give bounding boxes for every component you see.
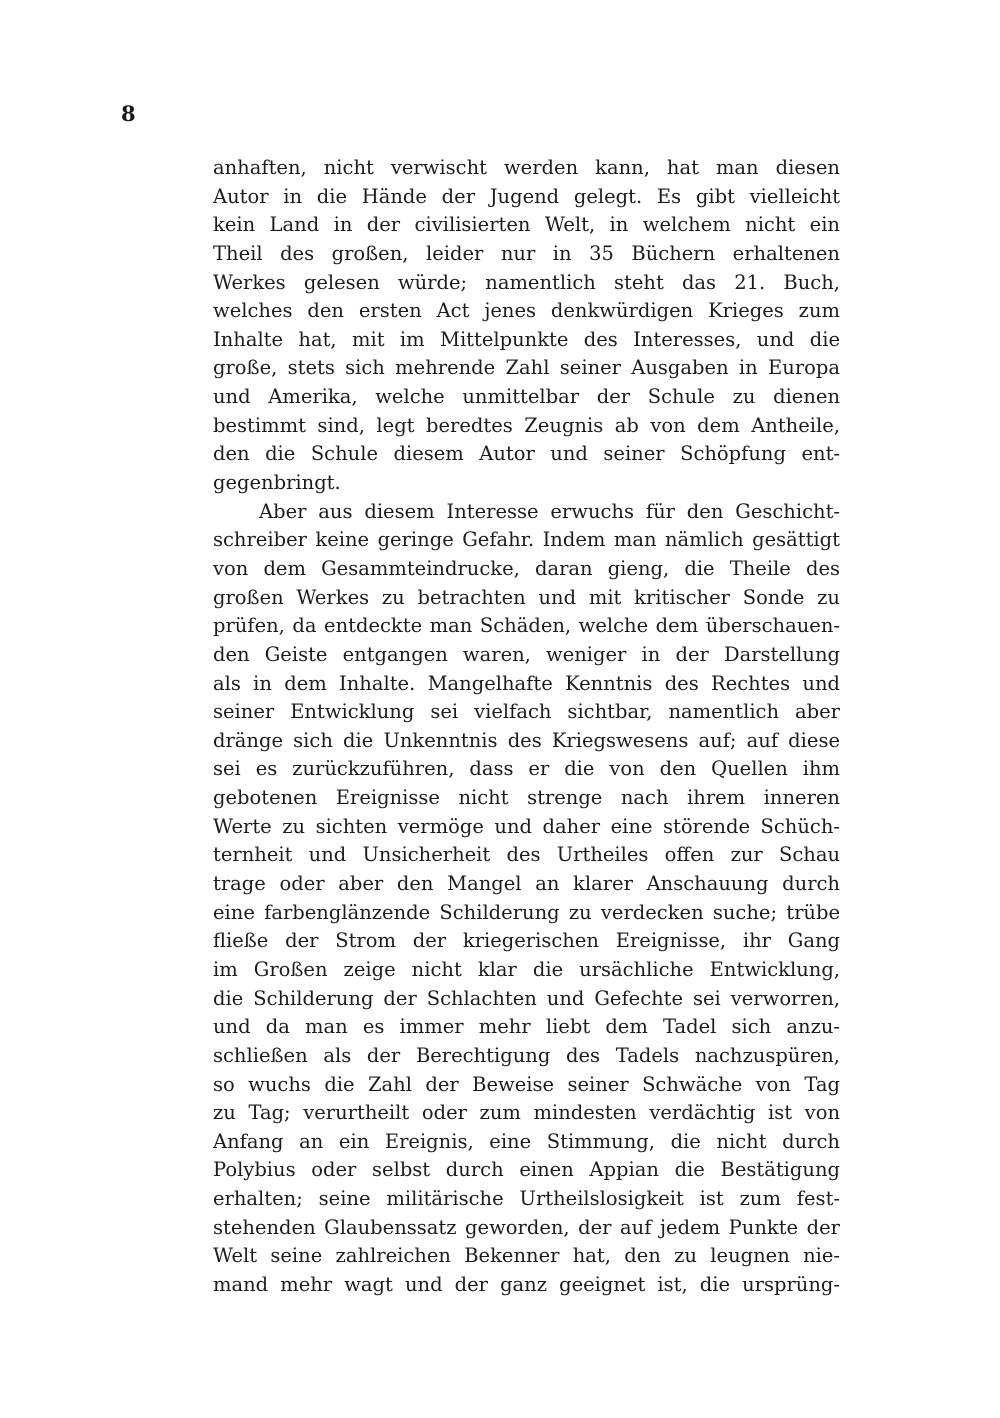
text-line: schließen als der Berechtigung des Tadels nachzuspüren,	[213, 1043, 840, 1067]
text-line: gebotenen Ereignisse nicht strenge nach ihrem inneren	[213, 786, 840, 810]
body-text	[213, 154, 840, 1300]
text-line: Aber aus diesem Interesse erwuchs für den Geschicht-	[259, 499, 840, 523]
text-line: Polybius oder selbst durch einen Appian die Bestätigung	[213, 1158, 840, 1182]
text-line: trage oder aber den Mangel an klarer Anschauung durch	[213, 872, 840, 896]
text-line: anhaften, nicht verwischt werden kann, hat man diesen	[213, 156, 840, 179]
page-number: 8	[121, 101, 136, 126]
text-line: Theil des großen, leider nur in 35 Büchern erhaltenen	[213, 241, 840, 265]
text-line: Welt seine zahlreichen Bekenner hat, den zu leugnen nie-	[213, 1244, 840, 1268]
text-line: Werte zu sichten vermöge und daher eine störende Schüch-	[213, 814, 840, 838]
text-line: gegenbringt.	[213, 471, 341, 495]
text-line: Inhalte hat, mit im Mittelpunkte des Interesses, und die	[213, 327, 840, 351]
text-line: eine farbenglänzende Schilderung zu verdecken suche; trübe	[213, 900, 840, 924]
text-line: seiner Entwicklung sei vielfach sichtbar, namentlich aber	[213, 700, 840, 724]
text-line: den Geiste entgangen waren, weniger in der Darstellung	[213, 642, 840, 666]
text-line: als in dem Inhalte. Mangelhafte Kenntnis des Rechtes und	[213, 671, 840, 695]
text-line: ternheit und Unsicherheit des Urtheiles offen zur Schau	[213, 843, 840, 867]
text-line: großen Werkes zu betrachten und mit kritischer Sonde zu	[213, 585, 840, 609]
text-line: kein Land in der civilisierten Welt, in welchem nicht ein	[213, 213, 840, 237]
text-line: so wuchs die Zahl der Beweise seiner Schwäche von Tag	[213, 1072, 840, 1096]
text-line: die Schilderung der Schlachten und Gefechte sei verworren,	[213, 986, 840, 1010]
text-line: stehenden Glaubenssatz geworden, der auf jedem Punkte der	[213, 1215, 840, 1239]
paragraph-1	[213, 154, 840, 498]
text-line: Anfang an ein Ereignis, eine Stimmung, die nicht durch	[213, 1129, 840, 1153]
text-line: im Großen zeige nicht klar die ursächliche Entwicklung,	[213, 957, 840, 981]
text-line: sei es zurückzuführen, dass er die von den Quellen ihm	[213, 757, 840, 781]
text-line: und Amerika, welche unmittelbar der Schule zu dienen	[213, 385, 840, 409]
text-line: von dem Gesammteindrucke, daran gieng, die Theile des	[213, 556, 840, 580]
text-line: fließe der Strom der kriegerischen Ereignisse, ihr Gang	[213, 929, 840, 953]
text-line: und da man es immer mehr liebt dem Tadel sich anzu-	[213, 1015, 840, 1039]
text-line: Werkes gelesen würde; namentlich steht das 21. Buch,	[213, 270, 840, 294]
text-line: welches den ersten Act jenes denkwürdigen Krieges zum	[213, 299, 840, 323]
text-line: Autor in die Hände der Jugend gelegt. Es gibt vielleicht	[213, 184, 840, 208]
text-line: dränge sich die Unkenntnis des Kriegswesens auf; auf diese	[213, 728, 840, 752]
text-line: mand mehr wagt und der ganz geeignet ist, die ursprüng-	[213, 1272, 840, 1296]
text-line: prüfen, da entdeckte man Schäden, welche dem überschauen-	[213, 614, 840, 638]
text-line: erhalten; seine militärische Urtheilslosigkeit ist zum fest-	[213, 1187, 840, 1211]
text-line: schreiber keine geringe Gefahr. Indem man nämlich gesättigt	[213, 528, 840, 552]
text-line: zu Tag; verurtheilt oder zum mindesten verdächtig ist von	[213, 1101, 840, 1125]
text-line: bestimmt sind, legt beredtes Zeugnis ab von dem Antheile,	[213, 413, 840, 437]
text-line: den die Schule diesem Autor und seiner Schöpfung ent-	[213, 442, 840, 466]
text-line: große, stets sich mehrende Zahl seiner Ausgaben in Europa	[213, 356, 840, 380]
paragraph-2	[213, 498, 840, 1300]
